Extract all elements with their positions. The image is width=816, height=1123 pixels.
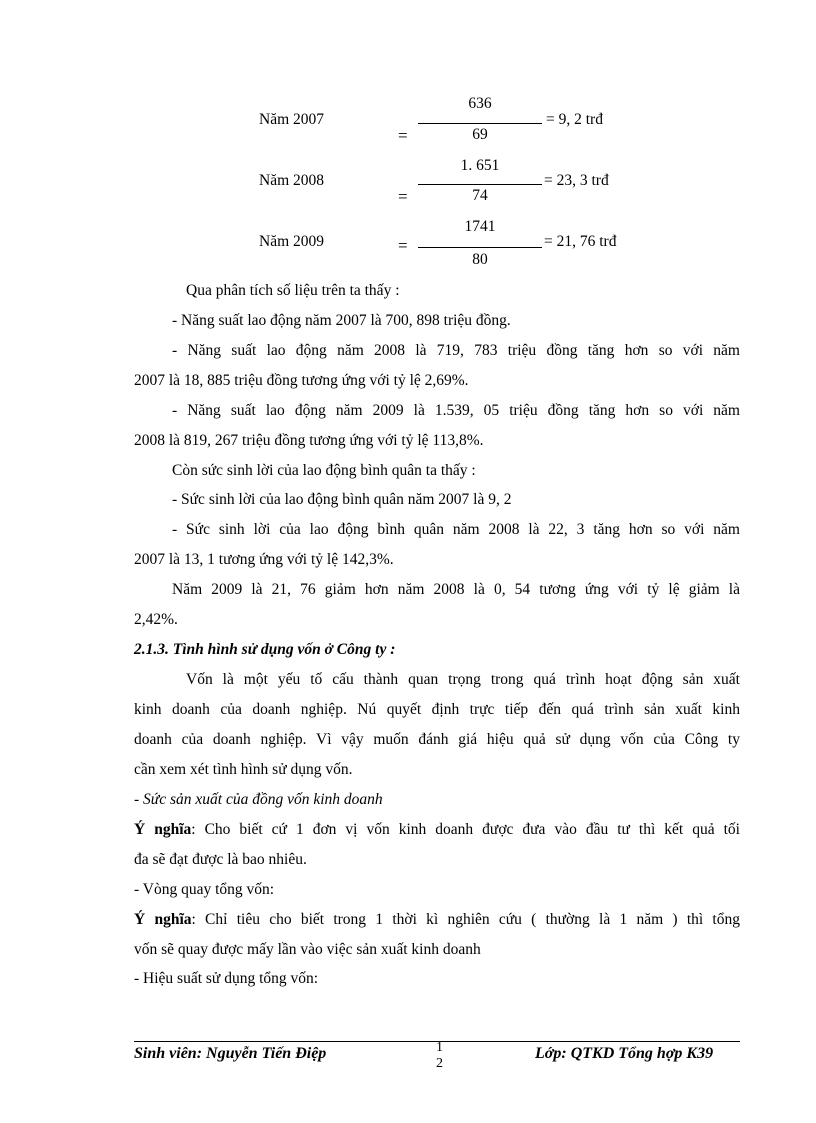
equals-sign: = <box>398 126 408 145</box>
formula-year: Năm 2009 <box>259 233 325 250</box>
paragraph-line: Còn sức sinh lời của lao động bình quân ta thấy : <box>172 462 476 479</box>
formula-result: = 9, 2 trđ <box>546 111 603 128</box>
formula-denominator: 74 <box>472 187 488 204</box>
equals-sign: = <box>398 187 408 206</box>
paragraph-line: cần xem xét tình hình sử dụng vốn. <box>134 761 353 778</box>
page-number-top: 1 <box>436 1040 443 1055</box>
paragraph-line <box>134 821 740 839</box>
paragraph-line: 2007 là 13, 1 tương ứng với tỷ lệ 142,3%. <box>134 551 394 568</box>
page-number-bottom: 2 <box>436 1056 443 1071</box>
fraction-bar <box>418 184 542 185</box>
formula-result: = 23, 3 trđ <box>544 172 609 189</box>
paragraph-line: - Sức sinh lời của lao động bình quân năm 2007 là 9, 2 <box>172 491 512 508</box>
meaning-text: : Chỉ tiêu cho biết trong 1 thời kì nghiên cứu ( thường là 1 năm ) thì tổng <box>191 911 740 928</box>
formula-result: = 21, 76 trđ <box>544 233 617 250</box>
meaning-label: Ý nghĩa <box>134 911 192 928</box>
paragraph-line: 2007 là 18, 885 triệu đồng tương ứng với tỷ lệ 2,69%. <box>134 372 469 389</box>
paragraph-line: đa sẽ đạt được là bao nhiêu. <box>134 851 307 868</box>
formula-denominator: 80 <box>472 251 488 268</box>
fraction-bar <box>418 123 542 124</box>
paragraph-line: kinh doanh của doanh nghiệp. Nú quyết định trực tiếp đến quá trình sản xuất kinh <box>134 701 740 718</box>
formula-numerator: 1741 <box>464 218 496 235</box>
footer-class: Lớp: QTKD Tổng hợp K39 <box>535 1045 714 1062</box>
paragraph-line: - Năng suất lao động năm 2007 là 700, 898 triệu đồng. <box>172 312 511 329</box>
section-heading: 2.1.3. Tình hình sử dụng vốn ở Công ty : <box>134 641 396 658</box>
paragraph-line: 2008 là 819, 267 triệu đồng tương ứng với tỷ lệ 113,8%. <box>134 432 484 449</box>
paragraph-line: - Hiệu suất sử dụng tổng vốn: <box>134 970 319 987</box>
paragraph-line: - Vòng quay tổng vốn: <box>134 881 275 898</box>
paragraph-line: Năm 2009 là 21, 76 giảm hơn năm 2008 là 0, 54 tương ứng với tỷ lệ giảm là <box>172 581 740 598</box>
equals-sign: = <box>398 236 408 255</box>
paragraph-line: - Năng suất lao động năm 2009 là 1.539, 05 triệu đồng tăng hơn so với năm <box>172 402 740 419</box>
meaning-label: Ý nghĩa <box>134 821 192 838</box>
paragraph-line: vốn sẽ quay được mấy lần vào việc sản xuất kinh doanh <box>134 941 481 958</box>
fraction-bar <box>418 247 542 248</box>
paragraph-line: Qua phân tích số liệu trên ta thấy : <box>186 282 400 299</box>
subheading-italic: - Sức sản xuất của đồng vốn kinh doanh <box>134 791 383 808</box>
paragraph-line: 2,42%. <box>134 611 178 628</box>
formula-year: Năm 2007 <box>259 111 325 128</box>
paragraph-line <box>134 911 740 929</box>
paragraph-line: - Sức sinh lời của lao động bình quân năm 2008 là 22, 3 tăng hơn so với năm <box>172 521 740 538</box>
formula-denominator: 69 <box>472 126 488 143</box>
footer-student: Sinh viên: Nguyễn Tiến Điệp <box>134 1045 327 1062</box>
formula-numerator: 1. 651 <box>460 157 500 174</box>
paragraph-line: - Năng suất lao động năm 2008 là 719, 783 triệu đồng tăng hơn so với năm <box>172 342 740 359</box>
formula-year: Năm 2008 <box>259 172 325 189</box>
paragraph-line: doanh của doanh nghiệp. Vì vậy muốn đánh giá hiệu quả sử dụng vốn của Công ty <box>134 731 740 748</box>
paragraph-line: Vốn là một yếu tố cấu thành quan trọng trong quá trình hoạt động sản xuất <box>186 671 740 688</box>
formula-numerator: 636 <box>468 95 492 112</box>
meaning-text: : Cho biết cứ 1 đơn vị vốn kinh doanh được đưa vào đầu tư thì kết quả tối <box>191 821 740 838</box>
